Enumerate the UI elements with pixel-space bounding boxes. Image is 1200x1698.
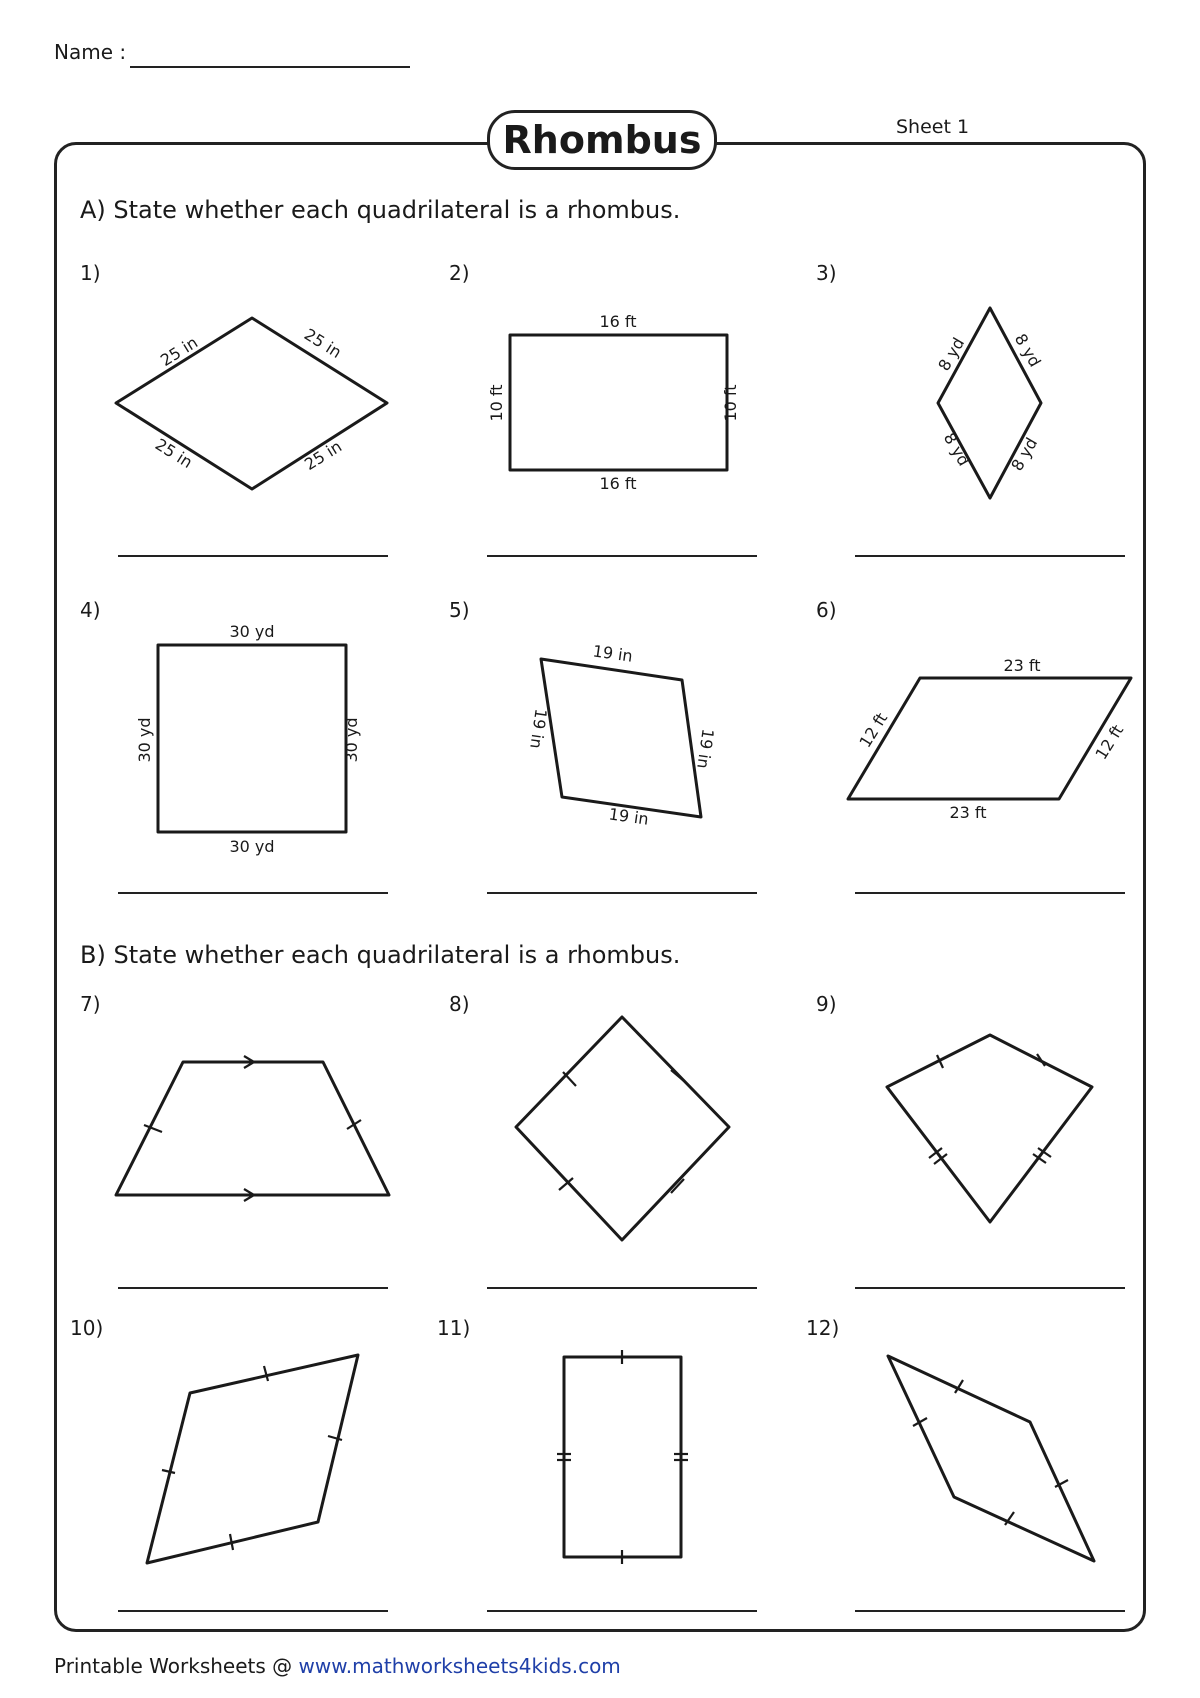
- figure-2-label: 10 ft: [487, 384, 506, 422]
- figure-8-rhombus: [516, 1017, 729, 1240]
- figure-4-label: 30 yd: [135, 717, 154, 763]
- figure-5-label: 19 in: [526, 707, 551, 750]
- figure-4-label: 30 yd: [342, 717, 361, 763]
- section-a-instruction: A) State whether each quadrilateral is a rhombus.: [80, 196, 681, 224]
- question-number: 1): [80, 261, 101, 285]
- sheet-number: Sheet 1: [896, 116, 970, 138]
- figure-1-label: 25 in: [151, 434, 196, 472]
- worksheet-title: Rhombus: [487, 110, 717, 170]
- question-number: 8): [449, 992, 470, 1016]
- question-number: 3): [816, 261, 837, 285]
- figure-2-label: 10 ft: [721, 384, 740, 422]
- figure-2-label: 16 ft: [599, 312, 637, 331]
- question-number: 7): [80, 992, 101, 1016]
- figure-5-quadrilateral: [541, 659, 701, 817]
- question-number: 5): [449, 598, 470, 622]
- figure-3-label: 8 yd: [1010, 330, 1045, 371]
- question-number: 9): [816, 992, 837, 1016]
- figure-3-label: 8 yd: [934, 334, 969, 375]
- figure-3-label: 8 yd: [939, 429, 974, 470]
- figure-6-label: 12 ft: [855, 709, 892, 751]
- question-number: 11): [437, 1316, 471, 1340]
- figure-6-parallelogram: [848, 678, 1131, 799]
- question-number: 6): [816, 598, 837, 622]
- figure-2-label: 16 ft: [599, 474, 637, 493]
- figure-4-label: 30 yd: [229, 837, 275, 856]
- figure-1-label: 25 in: [300, 324, 345, 362]
- figure-12-rhombus: [888, 1356, 1094, 1561]
- question-number: 12): [806, 1316, 840, 1340]
- figure-1-label: 25 in: [301, 436, 346, 474]
- name-label: Name :: [54, 40, 127, 64]
- figure-5-label: 19 in: [693, 727, 718, 770]
- question-number: 10): [70, 1316, 104, 1340]
- figure-6-label: 23 ft: [949, 803, 987, 822]
- figure-6-label: 12 ft: [1091, 721, 1128, 763]
- figure-9-kite: [887, 1035, 1092, 1222]
- question-number: 4): [80, 598, 101, 622]
- figure-5-label: 19 in: [591, 641, 634, 666]
- figure-1-rhombus: [116, 318, 387, 489]
- figure-10-rhombus: [147, 1355, 358, 1563]
- figure-2-rectangle: [510, 335, 727, 470]
- figure-4-square: [158, 645, 346, 832]
- figure-11-rectangle: [564, 1357, 681, 1557]
- figure-1-label: 25 in: [157, 332, 202, 370]
- footer-link[interactable]: www.mathworksheets4kids.com: [298, 1654, 621, 1678]
- figure-4-label: 30 yd: [229, 622, 275, 641]
- footer-prefix: Printable Worksheets @: [54, 1654, 299, 1678]
- figure-3-label: 8 yd: [1007, 434, 1042, 475]
- question-number: 2): [449, 261, 470, 285]
- footer-credit: [54, 1654, 621, 1678]
- section-b-instruction: B) State whether each quadrilateral is a rhombus.: [80, 941, 681, 969]
- figure-6-label: 23 ft: [1003, 656, 1041, 675]
- figure-5-label: 19 in: [607, 804, 650, 829]
